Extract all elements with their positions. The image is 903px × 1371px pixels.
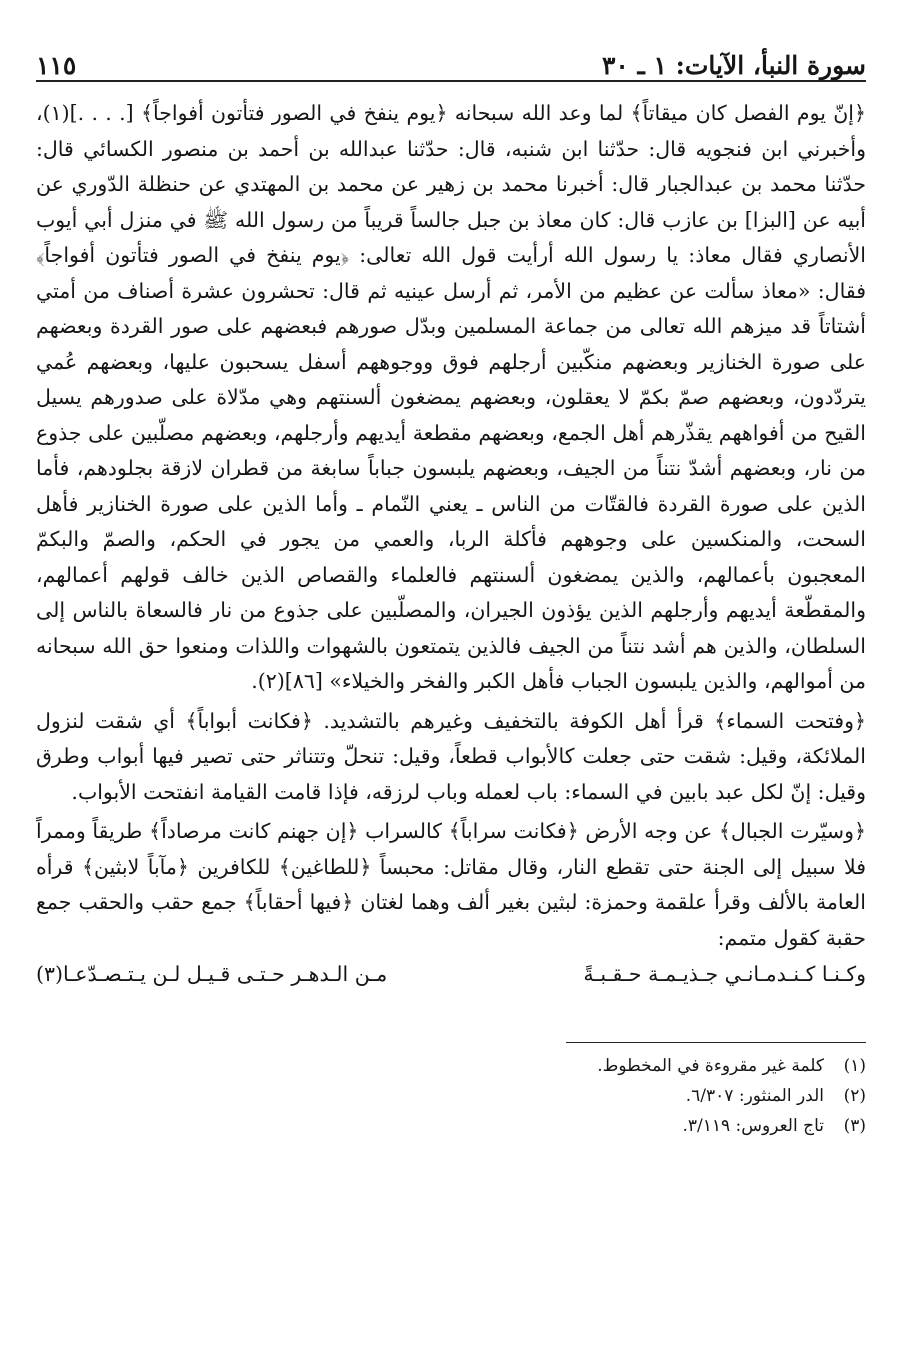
surah-title: سورة النبأ، الآيات: ١ ـ ٣٠ xyxy=(601,51,866,80)
paragraph: ﴿إنّ يوم الفصل كان ميقاتاً﴾ لما وعد الله سبحانه ﴿يوم ينفخ في الصور فتأتون أفواجاً﴾ [. . . .](١)، وأخبرني ابن فنجويه قال: حدّثنا ابن شنبه، قال: حدّثنا عبدالله بن أحمد بن منصور الكسائي قال: حدّثنا محمد بن عبدالجبار قال: أخبرنا محمد بن زهير عن محمد بن المهتدي عن حنظلة الدّوري عن أبيه عن [البزا] بن عازب قال: كان معاذ بن جبل جالساً قريباً من رسول الله ﷺ في منزل أبي أيوب الأنصاري فقال معاذ: يا رسول الله أرأيت قول الله تعالى: ﴿يوم ينفخ في الصور فتأتون أفواجاً﴾ فقال: «معاذ سألت عن عظيم من الأمر، ثم أرسل عينيه ثم قال: تحشرون عشرة أصناف من أمتي أشتاتاً قد ميزهم الله تعالى من جماعة المسلمين وبدّل صورهم فبعضهم على صور القردة وبعضهم على صورة الخنازير وبعضهم منكّبين أرجلهم فوق ووجوههم أسفل يسحبون عليها، وبعضهم عُمي يتردّدون، وبعضهم صمّ بكمّ لا يعقلون، وبعضهم يمضغون ألسنتهم وهي مدّلاة على صدورهم يسيل القيح من أفواههم يقذّرهم أهل الجمع، وبعضهم مقطعة أيديهم وأرجلهم، وبعضهم مصلّبين على جذوع من نار، وبعضهم أشدّ نتناً من الجيف، وبعضهم يلبسون جباباً سابغة من قطران لازقة بجلودهم، فأما الذين على صورة القردة فالقتّات من الناس ـ يعني النّمام ـ وأما الذين على صورة الخنازير فأهل السحت، والمنكسين على وجوههم فأكلة الربا، والعمي من يجور في الحكم، والصمّ والبكمّ المعجبون بأعمالهم، والذين يمضغون ألسنتهم فالعلماء والقصاص الذين خالف قولهم أعمالهم، والمقطّعة أيديهم وأرجلهم الذين يؤذون الجيران، والمصلّبين على جذوع من نار فالسعاة بالناس إلى السلطان، والذين هم أشد نتناً من الجيف فالذين يتمتعون بالشهوات واللذات ومنعوا حق الله سبحانه من أموالهم، والذين يلبسون الجباب فأهل الكبر والفخر والخيلاء» [٨٦](٢). xyxy=(36,101,866,693)
verse-second-hemistich: مـن الـدهـر حـتـى قـيـل لـن يـتـصـدّعـا(٣) xyxy=(36,962,388,986)
page-number: ١١٥ xyxy=(36,51,77,80)
footnote xyxy=(36,1051,866,1081)
footnote xyxy=(36,1111,866,1141)
paragraph: ﴿وفتحت السماء﴾ قرأ أهل الكوفة بالتخفيف وغيرهم بالتشديد. ﴿فكانت أبواباً﴾ أي شقت لنزول الملائكة، وقيل: شقت حتى جعلت كالأبواب قطعاً، وقيل: تنحلّ وتتناثر حتى تصير فيها أبواب وطرق وقيل: إنّ لكل عبد بابين في السماء: باب لعمله وباب لرزقه، فإذا قامت القيامة انفتحت الأبواب. xyxy=(36,708,866,804)
footnote-text: كلمة غير مقروءة في المخطوط. xyxy=(597,1056,824,1076)
footnotes xyxy=(36,1051,866,1141)
page-header xyxy=(36,30,866,82)
footnote-text: الدر المنثور: ٦/٣٠٧. xyxy=(685,1086,824,1106)
footnote-separator xyxy=(566,1042,866,1043)
verse-first-hemistich: وكـنـا كـنـدمـانـي جـذيـمـة حـقـبـةً xyxy=(583,962,866,986)
footnote-number: (٣) xyxy=(843,1116,866,1136)
book-page xyxy=(36,30,866,1350)
footnote xyxy=(36,1081,866,1111)
footnote-number: (٢) xyxy=(843,1086,866,1106)
footnote-number: (١) xyxy=(843,1056,866,1076)
page-body xyxy=(36,96,866,992)
poetry-verse xyxy=(36,956,866,992)
paragraph: ﴿وسيّرت الجبال﴾ عن وجه الأرض ﴿فكانت سراباً﴾ كالسراب ﴿إن جهنم كانت مرصاداً﴾ طريقاً وممراً فلا سبيل إلى الجنة حتى تقطع النار، وقال مقاتل: محبساً ﴿للطاغين﴾ للكافرين ﴿مآباً لابثين﴾ قرأه العامة بالألف وقرأ علقمة وحمزة: لبثين بغير ألف وهما لغتان ﴿فيها أحقاباً﴾ جمع حقب والحقب جمع حقبة كقول متمم: xyxy=(36,819,866,950)
footnote-text: تاج العروس: ٣/١١٩. xyxy=(682,1116,824,1136)
